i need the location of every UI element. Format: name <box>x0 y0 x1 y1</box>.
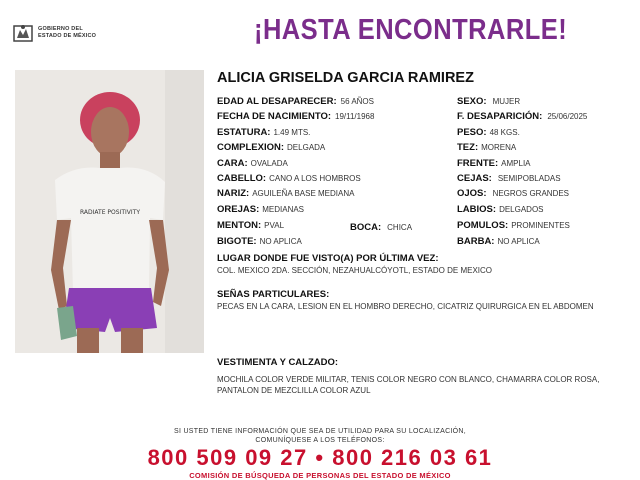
page-title: ¡HASTA ENCONTRARLE! <box>254 14 568 46</box>
person-photo <box>15 70 204 353</box>
detail-boca-label: BOCA: <box>350 222 382 233</box>
detail-bigote-value: NO APLICA <box>259 237 302 246</box>
detail-pomulos-label: POMULOS: <box>457 220 509 231</box>
detail-estatura-value: 1.49 MTS. <box>273 128 311 137</box>
detail-cejas-label: CEJAS: <box>457 173 492 184</box>
detail-desaparicion <box>457 111 587 122</box>
detail-labios <box>457 204 544 215</box>
detail-tez-value: MORENA <box>481 143 517 152</box>
detail-desaparicion-value: 25/06/2025 <box>547 112 588 121</box>
detail-menton <box>217 220 284 231</box>
footer-info <box>0 427 640 445</box>
detail-tez-label: TEZ: <box>457 142 479 153</box>
person-name: ALICIA GRISELDA GARCIA RAMIREZ <box>217 70 474 86</box>
detail-pomulos <box>457 220 570 231</box>
shirt-print: RADIATE POSITIVITY <box>80 209 140 216</box>
logo-text <box>38 26 96 40</box>
last-seen-value: COL. MEXICO 2DA. SECCIÓN, NEZAHUALCÓYOTL, ESTADO DE MEXICO <box>217 266 493 275</box>
detail-barba-value: NO APLICA <box>497 237 540 246</box>
detail-nacimiento <box>217 111 374 122</box>
detail-estatura-label: ESTATURA: <box>217 127 271 138</box>
detail-cara-value: OVALADA <box>250 159 288 168</box>
phone-numbers <box>0 445 640 471</box>
detail-tez <box>457 142 516 153</box>
detail-orejas <box>217 204 304 215</box>
phone-separator: • <box>315 445 325 470</box>
detail-estatura <box>217 127 310 138</box>
detail-menton-label: MENTON: <box>217 220 262 231</box>
detail-nacimiento-label: FECHA DE NACIMIENTO: <box>217 111 331 122</box>
commission-name: COMISIÓN DE BÚSQUEDA DE PERSONAS DEL ESTADO DE MÉXICO <box>189 471 451 480</box>
detail-desaparicion-label: F. DESAPARICIÓN: <box>457 111 543 122</box>
detail-bigote <box>217 236 302 247</box>
detail-cara-label: CARA: <box>217 158 248 169</box>
government-logo <box>12 20 122 46</box>
detail-bigote-label: BIGOTE: <box>217 236 257 247</box>
phone-number-2[interactable]: 800 216 03 61 <box>332 445 493 470</box>
detail-cabello-value: CANO A LOS HOMBROS <box>269 174 361 183</box>
detail-ojos-label: OJOS: <box>457 188 487 199</box>
detail-edad <box>217 96 374 107</box>
footer-info-line1: SI USTED TIENE INFORMACIÓN QUE SEA DE UTILIDAD PARA SU LOCALIZACIÓN, <box>173 428 467 435</box>
detail-nariz-label: NARIZ: <box>217 188 250 199</box>
detail-cejas <box>457 173 561 184</box>
detail-frente-label: FRENTE: <box>457 158 499 169</box>
detail-nacimiento-value: 19/11/1968 <box>335 112 375 121</box>
footer-info-line2: COMUNÍQUESE A LOS TELÉFONOS: <box>255 437 385 444</box>
detail-pomulos-value: PROMINENTES <box>511 221 570 230</box>
marks-label: SEÑAS PARTICULARES: <box>217 289 330 300</box>
last-seen-label: LUGAR DONDE FUE VISTO(A) POR ÚLTIMA VEZ: <box>217 253 439 264</box>
detail-barba <box>457 236 540 247</box>
person-photo-illustration <box>15 70 204 353</box>
detail-edad-label: EDAD AL DESAPARECER: <box>217 96 337 107</box>
detail-boca <box>350 222 412 233</box>
logo-line2: ESTADO DE MÉXICO <box>38 33 97 39</box>
detail-menton-value: PVAL <box>264 221 285 230</box>
detail-sexo <box>457 96 520 107</box>
detail-frente-value: AMPLIA <box>501 159 531 168</box>
detail-labios-label: LABIOS: <box>457 204 497 215</box>
detail-peso <box>457 127 520 138</box>
detail-orejas-label: OREJAS: <box>217 204 260 215</box>
detail-cejas-value: SEMIPOBLADAS <box>497 174 561 183</box>
detail-ojos-value: NEGROS GRANDES <box>492 189 570 198</box>
detail-cabello-label: CABELLO: <box>217 173 267 184</box>
detail-complexion <box>217 142 325 153</box>
detail-edad-value: 56 AÑOS <box>340 97 374 106</box>
detail-peso-label: PESO: <box>457 127 487 138</box>
detail-peso-value: 48 KGS. <box>489 128 520 137</box>
detail-ojos <box>457 188 569 199</box>
detail-cara <box>217 158 288 169</box>
detail-nariz <box>217 188 354 199</box>
detail-boca-value: CHICA <box>387 223 413 232</box>
detail-barba-label: BARBA: <box>457 236 495 247</box>
detail-sexo-value: MUJER <box>492 97 521 106</box>
detail-orejas-value: MEDIANAS <box>262 205 305 214</box>
logo-line1: GOBIERNO DEL <box>38 26 83 32</box>
detail-cabello <box>217 173 361 184</box>
clothing-value: MOCHILA COLOR VERDE MILITAR, TENIS COLOR NEGRO CON BLANCO, CHAMARRA COLOR ROSA, PANTALON DE MEZCLILLA COLOR AZUL <box>217 375 600 395</box>
state-emblem-icon <box>12 22 34 44</box>
phone-number-1[interactable]: 800 509 09 27 <box>147 445 308 470</box>
detail-nariz-value: AGUILEÑA BASE MEDIANA <box>252 189 355 198</box>
clothing-label: VESTIMENTA Y CALZADO: <box>217 357 339 368</box>
detail-complexion-label: COMPLEXION: <box>217 142 285 153</box>
detail-sexo-label: SEXO: <box>457 96 487 107</box>
detail-frente <box>457 158 531 169</box>
detail-complexion-value: DELGADA <box>287 143 326 152</box>
marks-value: PECAS EN LA CARA, LESION EN EL HOMBRO DERECHO, CICATRIZ QUIRURGICA EN EL ABDOMEN <box>217 302 594 311</box>
detail-labios-value: DELGADOS <box>499 205 544 214</box>
